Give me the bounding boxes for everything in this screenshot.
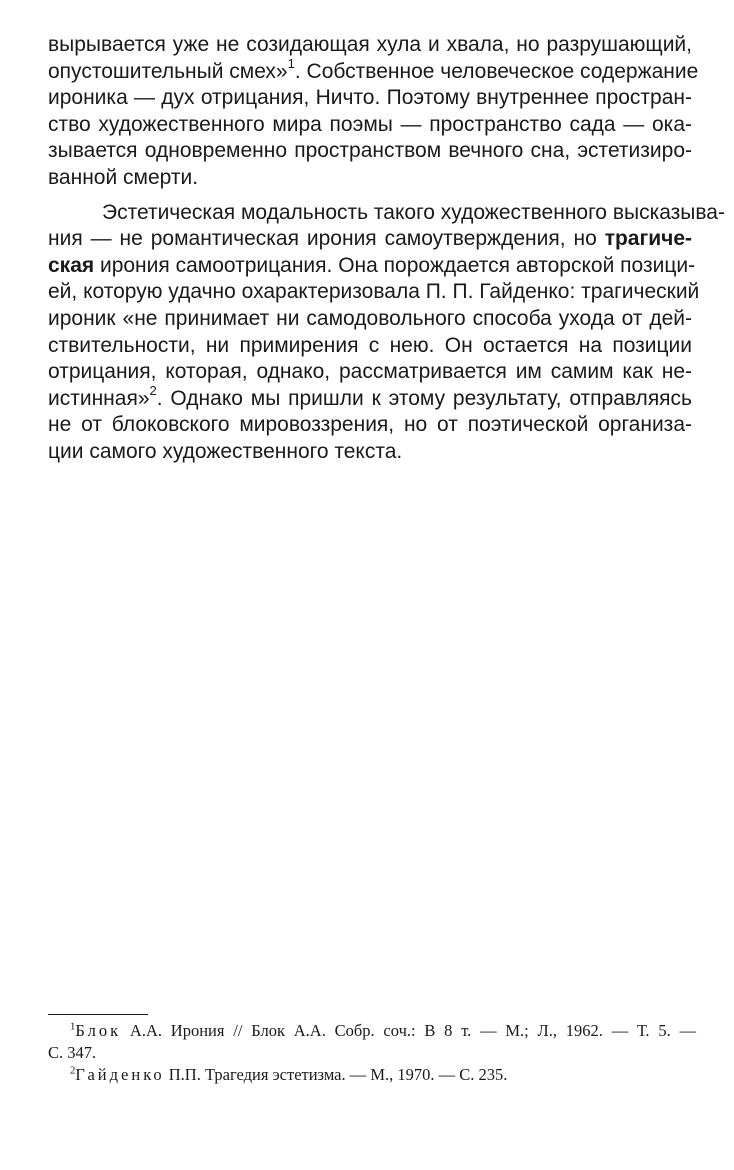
footnote-ref[interactable]: 1: [287, 55, 295, 71]
text-line: ироник «не принимает ни самодовольного способа ухода от дей-: [48, 306, 692, 330]
paragraph-2: [48, 200, 725, 466]
text-line: ироника — дух отрицания, Ничто. Поэтому внутреннее простран-: [48, 86, 692, 110]
footnote-line: [48, 1020, 696, 1042]
main-text: [48, 32, 725, 466]
text-fragment: ния — не романтическая ирония самоутверждения, но: [48, 227, 605, 251]
footnote-text: П.П. Трагедия эстетизма. — М., 1970. — С. 235.: [164, 1065, 508, 1084]
text-line: не от блоковского мировоззрения, но от поэтической организа-: [48, 413, 692, 437]
text-fragment: . Однако мы пришли к этому результату, отправляясь: [156, 386, 692, 410]
footnote-line: С. 347.: [48, 1043, 97, 1062]
footnote-2: [48, 1064, 696, 1086]
footnote-author: Блок: [75, 1021, 122, 1040]
bold-term: трагиче-: [604, 227, 692, 251]
text-fragment: ирония самоотрицания. Она порождается авторской позици-: [94, 253, 696, 277]
footnotes: [48, 1020, 696, 1086]
footnote-mark: 1: [70, 1020, 76, 1033]
text-line: [48, 226, 692, 253]
footnote-ref[interactable]: 2: [149, 382, 157, 398]
text-line: [48, 253, 696, 280]
text-line: ствительности, ни примирения с нею. Он остается на позиции: [48, 333, 692, 357]
text-line: ции самого художественного текста.: [48, 439, 403, 463]
text-line: отрицания, которая, однако, рассматривается им самим как не-: [48, 360, 692, 384]
text-line: ванной смерти.: [48, 165, 199, 189]
footnote-author: Гайденко: [75, 1065, 165, 1084]
text-line: зывается одновременно пространством вечного сна, эстетизиро-: [48, 139, 692, 163]
text-fragment: опустошительный смех»: [48, 59, 288, 83]
text-line: [48, 55, 699, 86]
paragraph-gap: [48, 192, 692, 200]
text-line: Эстетическая модальность такого художественного высказыва-: [102, 200, 725, 224]
text-line: вырывается уже не созидающая хула и хвала, но разрушающий,: [48, 33, 692, 56]
footnote-text: А.А. Ирония // Блок А.А. Собр. соч.: В 8 т. — М.; Л., 1962. — Т. 5. —: [121, 1021, 696, 1040]
text-line: [48, 382, 692, 413]
footnote-1: [48, 1020, 696, 1064]
paragraph-1: [48, 32, 699, 192]
bold-term: ская: [48, 253, 95, 277]
text-line: ство художественного мира поэмы — пространство сада — ока-: [48, 112, 692, 136]
footnote-mark: 2: [70, 1064, 76, 1077]
text-fragment: . Собственное человеческое содержание: [294, 59, 699, 83]
text-fragment: истинная»: [48, 386, 150, 410]
text-line: ей, которую удачно охарактеризовала П. П. Гайденко: трагический: [48, 280, 700, 304]
footnote-separator: [48, 1014, 148, 1015]
footnote-line: [48, 1064, 696, 1086]
